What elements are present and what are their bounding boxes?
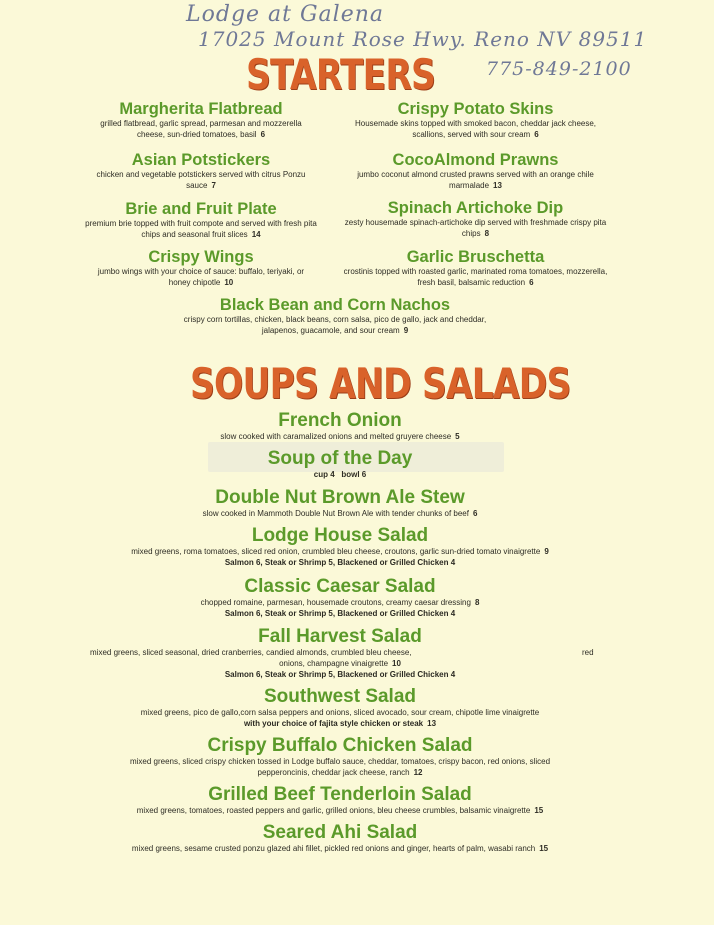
menu-item	[80, 626, 600, 680]
item-description-cont: onions, champagne vinaigrette 10	[279, 659, 401, 668]
item-price: 12	[413, 768, 423, 777]
item-description: Housemade skins topped with smoked bacon, cheddar jack cheese, scallions, served with sour cream 6	[354, 119, 597, 139]
item-name: Fall Harvest Salad	[258, 626, 422, 647]
item-name: Crispy Wings	[148, 248, 254, 266]
menu-item	[343, 151, 608, 191]
item-name: Grilled Beef Tenderloin Salad	[208, 784, 472, 805]
item-description: mixed greens, sliced seasonal, dried cranberries, candied almonds, crumbled bleu cheese, red	[90, 648, 594, 657]
item-description: premium brie topped with fruit compote and served with fresh pita chips and seasonal fruit slices 14	[85, 219, 317, 239]
handwritten-phone: 775-849-2100	[486, 58, 632, 80]
item-price: 10	[224, 278, 234, 287]
menu-item	[86, 100, 316, 140]
item-addons: Salmon 6, Steak or Shrimp 5, Blackened or Grilled Chicken 4	[224, 609, 456, 618]
item-price: 7	[211, 181, 216, 190]
item-description: chicken and vegetable potstickers served with citrus Ponzu sauce 7	[96, 170, 306, 190]
menu-item	[70, 822, 610, 854]
item-price: 15	[534, 806, 544, 815]
item-addons: with your choice of fajita style chicken or steak 13	[243, 719, 437, 728]
item-description: mixed greens, tomatoes, roasted peppers and garlic, grilled onions, bleu cheese crumbles, balsamic vinaigrette 15	[136, 806, 544, 815]
item-price: 6	[529, 278, 534, 287]
menu-item	[76, 200, 326, 240]
item-description: chopped romaine, parmesan, housemade croutons, creamy caesar dressing 8	[200, 598, 480, 607]
item-price: 10	[392, 659, 401, 668]
item-description: crostinis topped with roasted garlic, marinated roma tomatoes, mozzerella, fresh basil, balsamic reduction 6	[343, 267, 608, 287]
item-description: grilled flatbread, garlic spread, parmesan and mozzerella cheese, sun-dried tomatoes, basil 6	[100, 119, 302, 139]
item-name: Asian Potstickers	[131, 151, 271, 169]
item-price: 9	[544, 547, 549, 556]
item-price: 13	[493, 181, 502, 190]
item-name: French Onion	[278, 410, 402, 431]
item-description: mixed greens, sliced crispy chicken tossed in Lodge buffalo sauce, cheddar, tomatoes, crispy bacon, red onions, sliced pepperoncinis, cheddar jack cheese, ranch 12	[129, 757, 551, 777]
menu-item	[120, 448, 560, 480]
menu-item	[160, 296, 510, 336]
item-name: Seared Ahi Salad	[262, 822, 418, 843]
item-description: mixed greens, roma tomatoes, sliced red onion, crumbled bleu cheese, croutons, garlic sun-dried tomato vinaigrette 9	[131, 547, 549, 556]
item-name: Lodge House Salad	[251, 525, 429, 546]
item-description: zesty housemade spinach-artichoke dip served with freshmade crispy pita chips 8	[344, 218, 607, 238]
menu-item	[80, 784, 600, 816]
item-name: CocoAlmond Prawns	[392, 151, 559, 169]
item-name: Crispy Buffalo Chicken Salad	[207, 735, 473, 756]
item-addons: Salmon 6, Steak or Shrimp 5, Blackened or Grilled Chicken 4	[224, 670, 456, 679]
item-description: slow cooked in Mammoth Double Nut Brown Ale with tender chunks of beef 6	[202, 509, 478, 518]
item-name: Southwest Salad	[263, 686, 417, 707]
item-price: 6	[260, 130, 266, 139]
menu-item	[100, 576, 580, 619]
item-description: slow cooked with caramalized onions and melted gruyere cheese 5	[220, 432, 460, 441]
menu-item	[120, 410, 560, 442]
menu-item	[110, 735, 570, 778]
menu-item	[100, 487, 580, 519]
menu-item	[80, 686, 600, 729]
item-name: Crispy Potato Skins	[397, 100, 554, 118]
menu-item	[86, 248, 316, 288]
item-name: Black Bean and Corn Nachos	[219, 296, 451, 314]
item-description: cup 4 bowl 6	[313, 470, 367, 479]
item-price: 6	[472, 509, 478, 518]
item-price: 14	[251, 230, 261, 239]
item-description: jumbo coconut almond crusted prawns served with an orange chile marmalade 13	[357, 170, 594, 190]
item-description: mixed greens, sesame crusted ponzu glazed ahi fillet, pickled red onions and ginger, hearts of palm, wasabi ranch 15	[131, 844, 549, 853]
item-price: 8	[484, 229, 490, 238]
menu-item	[60, 525, 620, 568]
item-name: Brie and Fruit Plate	[125, 200, 277, 218]
item-name: Margherita Flatbread	[119, 100, 283, 118]
handwritten-restaurant-name: Lodge at Galena	[186, 2, 385, 27]
item-name: Spinach Artichoke Dip	[387, 199, 564, 217]
item-name: Double Nut Brown Ale Stew	[215, 487, 465, 508]
menu-item	[86, 151, 316, 191]
item-name: Classic Caesar Salad	[244, 576, 436, 597]
handwritten-address: 17025 Mount Rose Hwy. Reno NV 89511	[198, 27, 648, 51]
item-name: Soup of the Day	[267, 448, 413, 469]
menu-item	[343, 199, 608, 239]
item-name: Garlic Bruschetta	[406, 248, 545, 266]
menu-item	[343, 100, 608, 140]
item-price: 8	[474, 598, 480, 607]
menu-item	[343, 248, 608, 288]
item-price: 15	[539, 844, 549, 853]
soups-salads-heading: SOUPS AND SALADS	[190, 359, 571, 408]
item-description: mixed greens, pico de gallo,corn salsa peppers and onions, sliced avocado, sour cream, chipotle lime vinaigrette	[140, 708, 540, 717]
item-price: 9	[403, 326, 409, 335]
starters-heading: STARTERS	[246, 50, 436, 99]
item-price: 13	[427, 719, 437, 728]
item-price: 6	[534, 130, 539, 139]
item-addons: Salmon 6, Steak or Shrimp 5, Blackened or Grilled Chicken 4	[224, 558, 456, 567]
item-description: jumbo wings with your choice of sauce: buffalo, teriyaki, or honey chipotle 10	[97, 267, 305, 287]
item-description: crispy corn tortillas, chicken, black beans, corn salsa, pico de gallo, jack and cheddar, jalapenos, guacamole, and sour cream 9	[183, 315, 487, 335]
item-price: 5	[455, 432, 460, 441]
